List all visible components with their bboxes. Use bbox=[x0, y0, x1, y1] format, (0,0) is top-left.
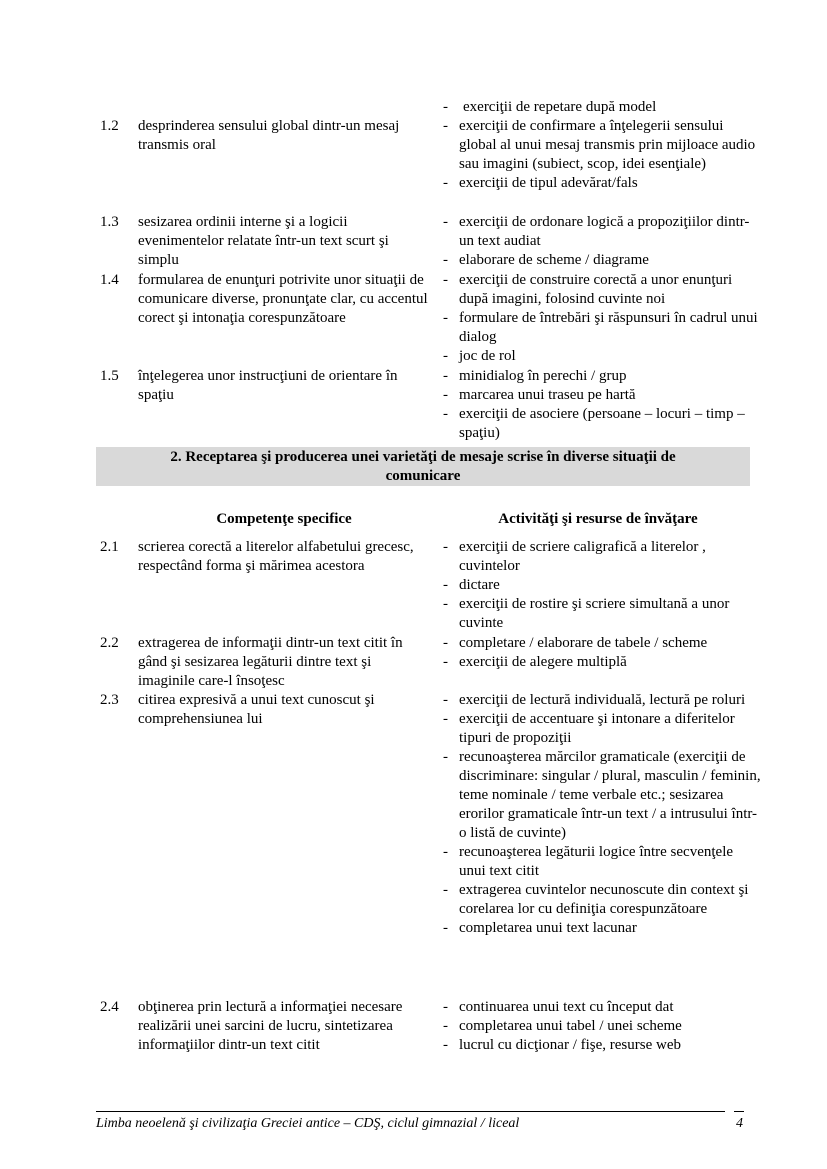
activity-item: - formulare de întrebări şi răspunsuri în cadrul unui dialog bbox=[443, 310, 758, 345]
activity-item: - exerciţii de ordonare logică a propoziţiilor dintr-un text audiat bbox=[443, 214, 750, 249]
page-number: 4 bbox=[736, 1116, 743, 1131]
activity-item: - extragerea cuvintelor necunoscute din context şi corelarea lor cu definiţia corespunzătoare bbox=[443, 882, 749, 917]
activity-list bbox=[443, 538, 763, 633]
activity-item: - exerciţii de repetare după model bbox=[443, 99, 657, 115]
activity-item: - completare / elaborare de tabele / scheme bbox=[443, 635, 708, 651]
activity-list bbox=[443, 367, 763, 443]
activity-list bbox=[443, 634, 763, 672]
activity-list bbox=[443, 998, 763, 1055]
activity-item: - completarea unui text lacunar bbox=[443, 920, 637, 936]
competence-number: 1.5 bbox=[100, 368, 119, 384]
activity-item: - joc de rol bbox=[443, 348, 516, 364]
activity-item: - continuarea unui text cu început dat bbox=[443, 999, 674, 1015]
competence-text: desprinderea sensului global dintr-un mesaj transmis oral bbox=[138, 118, 400, 153]
activity-list bbox=[443, 691, 763, 938]
activity-item: - exerciţii de confirmare a înţelegerii sensului global al unui mesaj transmis prin mijloace audio sau imagini (subiect, scop, idei esenţiale) bbox=[443, 118, 756, 172]
competence-text: înţelegerea unor instrucţiuni de orientare în spaţiu bbox=[138, 368, 398, 403]
footer-divider-page bbox=[734, 1111, 744, 1112]
activity-item: - marcarea unui traseu pe hartă bbox=[443, 387, 636, 403]
section-heading: 2. Receptarea şi producerea unei varietăţi de mesaje scrise în diverse situaţii de comunicare bbox=[96, 447, 750, 486]
footer-title: Limba neoelenă şi civilizaţia Greciei antice – CDŞ, ciclul gimnazial / liceal bbox=[96, 1116, 520, 1131]
activity-list bbox=[443, 271, 763, 366]
activity-item: - exerciţii de construire corectă a unor enunţuri după imagini, folosind cuvinte noi bbox=[443, 272, 733, 307]
top-activities bbox=[443, 98, 763, 117]
column-heading-activities: Activităţi şi resurse de învăţare bbox=[498, 511, 698, 527]
competence-text: citirea expresivă a unui text cunoscut şi comprehensiunea lui bbox=[138, 692, 375, 727]
footer-divider bbox=[96, 1111, 725, 1112]
competence-text: sesizarea ordinii interne şi a logicii evenimentelor relatate într-un text scurt şi simplu bbox=[138, 214, 389, 268]
activity-item: - recunoaşterea mărcilor gramaticale (exerciţii de discriminare: singular / plural, masculin / feminin, teme nominale / teme verbale etc.; sesizarea erorilor gramaticale într-un text / a intrusului într-o listă de cuvinte) bbox=[443, 749, 761, 841]
competence-number: 1.2 bbox=[100, 118, 119, 134]
competence-number: 2.1 bbox=[100, 539, 119, 555]
competence-number: 2.3 bbox=[100, 692, 119, 708]
activity-item: - dictare bbox=[443, 577, 500, 593]
activity-item: - lucrul cu dicţionar / fişe, resurse web bbox=[443, 1037, 682, 1053]
competence-text: obţinerea prin lectură a informaţiei necesare realizării unei sarcini de lucru, sintetizarea informaţiilor dintr-un text citit bbox=[138, 999, 403, 1053]
activity-item: - exerciţii de asociere (persoane – locuri – timp – spaţiu) bbox=[443, 406, 745, 441]
activity-item: - exerciţii de rostire şi scriere simultană a unor cuvinte bbox=[443, 596, 730, 631]
activity-item: - exerciţii de alegere multiplă bbox=[443, 654, 627, 670]
competence-number: 1.4 bbox=[100, 272, 119, 288]
competence-number: 2.4 bbox=[100, 999, 119, 1015]
activity-item: - completarea unui tabel / unei scheme bbox=[443, 1018, 682, 1034]
activity-list bbox=[443, 213, 763, 270]
activity-item: - exerciţii de scriere caligrafică a literelor , cuvintelor bbox=[443, 539, 706, 574]
column-heading-competences: Competenţe specifice bbox=[216, 511, 352, 527]
competence-text: formularea de enunţuri potrivite unor situaţii de comunicare diverse, pronunţate clar, cu accentul corect şi intonaţia corespunzătoare bbox=[138, 272, 428, 326]
activity-item: - exerciţii de accentuare şi intonare a diferitelor tipuri de propoziţii bbox=[443, 711, 735, 746]
competence-text: extragerea de informaţii dintr-un text citit în gând şi sesizarea legăturii dintre text şi imaginile care-l însoţesc bbox=[138, 635, 403, 689]
activity-item: - exerciţii de tipul adevărat/fals bbox=[443, 175, 638, 191]
competence-number: 2.2 bbox=[100, 635, 119, 651]
competence-text: scrierea corectă a literelor alfabetului grecesc, respectând forma şi mărimea acestora bbox=[138, 539, 414, 574]
activity-item: - recunoaşterea legăturii logice între secvenţele unui text citit bbox=[443, 844, 734, 879]
activity-item: - minidialog în perechi / grup bbox=[443, 368, 627, 384]
activity-item: - elaborare de scheme / diagrame bbox=[443, 252, 649, 268]
activity-item: - exerciţii de lectură individuală, lectură pe roluri bbox=[443, 692, 746, 708]
activity-list bbox=[443, 117, 763, 193]
competence-number: 1.3 bbox=[100, 214, 119, 230]
